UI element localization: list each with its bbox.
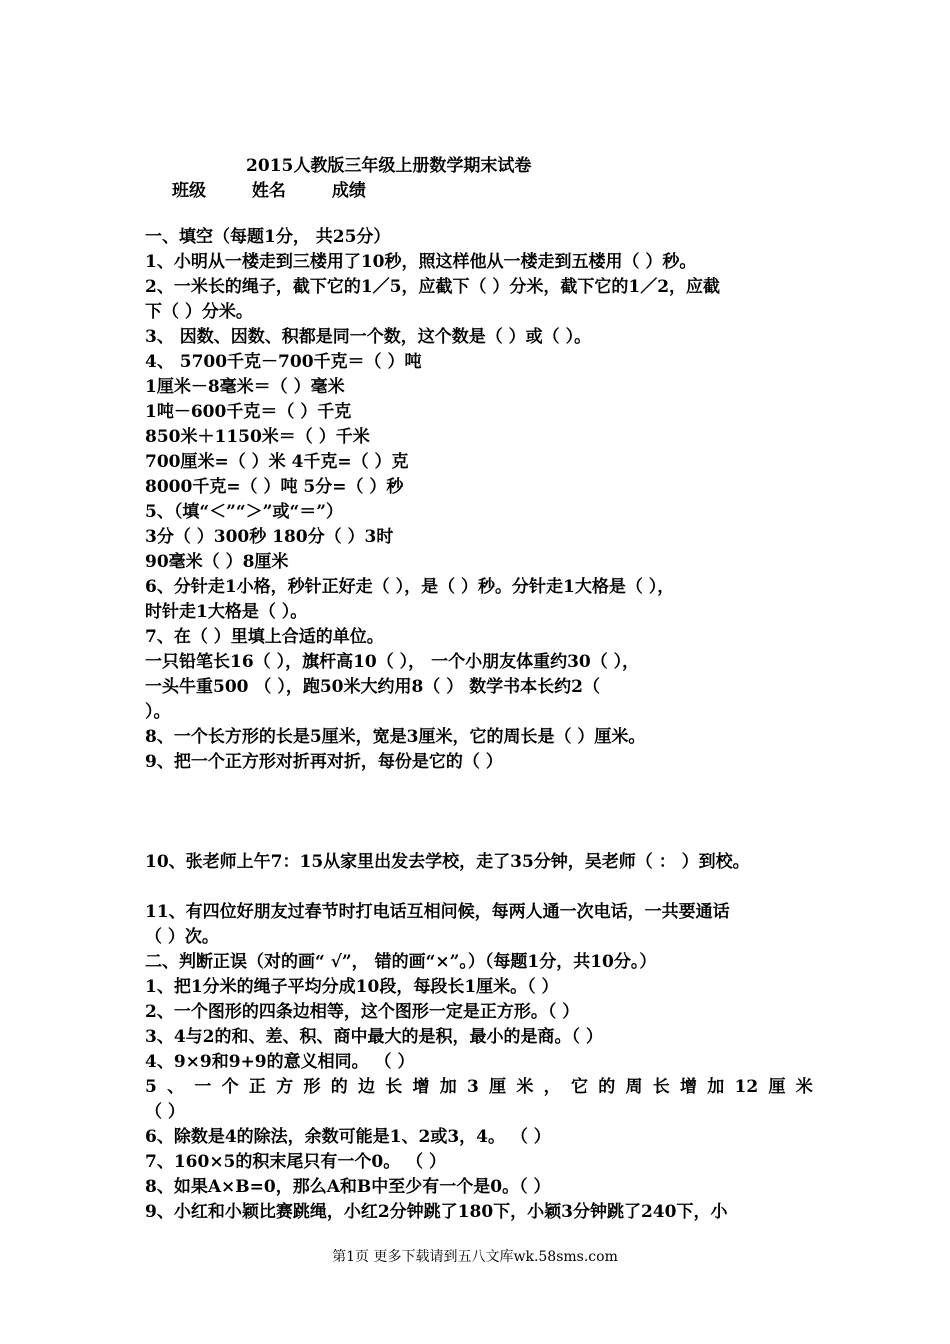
text-chunk: 12 — [734, 1077, 759, 1097]
text-line: 90毫米（ ）8厘米 — [145, 552, 289, 572]
page-footer: 第1页 更多下载请到五八文库wk.58sms.com — [332, 1249, 618, 1265]
text-chunk: 的 — [598, 1077, 616, 1097]
section-heading: 二、判断正误（对的画“ √”， 错的画“×”。）（每题1分，共10分。） — [145, 952, 657, 972]
score-label: 成绩 — [331, 181, 366, 201]
text-line: 8、一个长方形的长是5厘米，宽是3厘米，它的周长是（ ）厘米。 — [145, 727, 646, 747]
text-chunk: 长 — [652, 1077, 670, 1097]
text-chunk: 个 — [221, 1077, 239, 1097]
text-line: 3、 因数、因数、积都是同一个数，这个数是（ ）或（ ）。 — [145, 327, 592, 347]
text-chunk: 正 — [248, 1077, 266, 1097]
text-line: 8、如果A×B=0，那么A和B中至少有一个是0。（ ） — [145, 1177, 551, 1197]
text-chunk: 5 — [145, 1077, 157, 1097]
text-line: 3分（ ）300秒 180分（ ）3时 — [145, 527, 394, 547]
text-line: 11、有四位好朋友过春节时打电话互相问候，每两人通一次电话，一共要通话 — [145, 902, 730, 922]
text-chunk: 厘 — [768, 1077, 786, 1097]
text-chunk: 3 — [467, 1077, 479, 1097]
text-line: 8000千克=（ ）吨 5分=（ ）秒 — [145, 477, 404, 497]
text-line: 一、填空（每题1分， 共25分） — [145, 227, 391, 247]
text-line: 6、除数是4的除法，余数可能是1、2或3，4。 （ ） — [145, 1127, 551, 1147]
text-chunk: 长 — [385, 1077, 403, 1097]
text-line: 700厘米=（ ）米 4千克=（ ）克 — [145, 452, 409, 472]
text-chunk: ， — [543, 1077, 561, 1097]
section-judgement — [145, 900, 813, 1225]
blank-line — [145, 875, 813, 900]
text-chunk: 米 — [795, 1077, 813, 1097]
text-chunk: 形 — [303, 1077, 321, 1097]
text-line: 时针走1大格是（ ）。 — [145, 602, 308, 622]
text-chunk: 加 — [439, 1077, 457, 1097]
text-line: 3、4与2的和、差、积、商中最大的是积，最小的是商。（ ） — [145, 1027, 603, 1047]
text-chunk: 增 — [412, 1077, 430, 1097]
text-line: ）。 — [145, 702, 171, 722]
text-line: 4、 5700千克－700千克＝（ ）吨 — [145, 352, 422, 372]
text-chunk: 它 — [570, 1077, 588, 1097]
text-line: 一头牛重500 （ ），跑50米大约用8（ ） 数学书本长约2（ — [145, 677, 600, 697]
text-chunk: 厘 — [489, 1077, 507, 1097]
text-chunk: 米 — [516, 1077, 534, 1097]
section-fill-in — [145, 225, 813, 775]
text-line: 1、把1分米的绳子平均分成10段，每段长1厘米。（ ） — [145, 977, 559, 997]
justified-line — [145, 1075, 813, 1100]
text-line: （ ）次。 — [145, 927, 219, 947]
text-line: 5、（填“＜”“＞”或“＝”） — [145, 502, 343, 522]
exam-body — [145, 225, 813, 1225]
text-chunk: 、 — [167, 1077, 185, 1097]
text-line: 7、160×5的积末尾只有一个0。 （ ） — [145, 1152, 447, 1172]
student-info-row — [172, 176, 406, 201]
text-line: 下（ ）分米。 — [145, 302, 253, 322]
text-line: 1、小明从一楼走到三楼用了10秒，照这样他从一楼走到五楼用（ ）秒。 — [145, 252, 697, 272]
text-line: 850米＋1150米＝（ ）千米 — [145, 427, 370, 447]
text-line: 2、一个图形的四条边相等，这个图形一定是正方形。（ ） — [145, 1002, 580, 1022]
text-chunk: 加 — [707, 1077, 725, 1097]
text-chunk: 边 — [357, 1077, 375, 1097]
text-line: 1吨－600千克＝（ ）千克 — [145, 402, 352, 422]
text-line: （ ） — [145, 1102, 185, 1122]
text-line: 4、9×9和9+9的意义相同。 （ ） — [145, 1052, 415, 1072]
text-chunk: 周 — [625, 1077, 643, 1097]
name-label: 姓名 — [251, 181, 286, 201]
answer-space — [145, 775, 813, 850]
text-chunk: 增 — [680, 1077, 697, 1097]
text-line: 10、张老师上午7：15从家里出发去学校，走了35分钟，吴老师（ ： ）到校。 — [145, 852, 750, 872]
text-chunk: 方 — [276, 1077, 294, 1097]
text-line: 1厘米－8毫米＝（ ）毫米 — [145, 377, 345, 397]
text-line: 9、小红和小颖比赛跳绳，小红2分钟跳了180下，小颖3分钟跳了240下，小 — [145, 1202, 728, 1222]
text-chunk: 的 — [330, 1077, 348, 1097]
class-label: 班级 — [172, 181, 206, 201]
text-line: 2、一米长的绳子，截下它的1／5，应截下（ ）分米，截下它的1／2，应截 — [145, 277, 721, 297]
text-line: 7、在（ ）里填上合适的单位。 — [145, 627, 384, 647]
page-title: 2015人教版三年级上册数学期末试卷 — [246, 156, 532, 176]
text-line: 9、把一个正方形对折再对折，每份是它的（ ） — [145, 752, 503, 772]
text-line: 6、分针走1小格，秒针正好走（ ），是（ ）秒。分针走1大格是（ ）， — [145, 577, 675, 597]
text-line: 一只铅笔长16（ ），旗杆高10（ ）， 一个小朋友体重约30（ ）， — [145, 652, 640, 672]
text-chunk: 一 — [194, 1077, 212, 1097]
